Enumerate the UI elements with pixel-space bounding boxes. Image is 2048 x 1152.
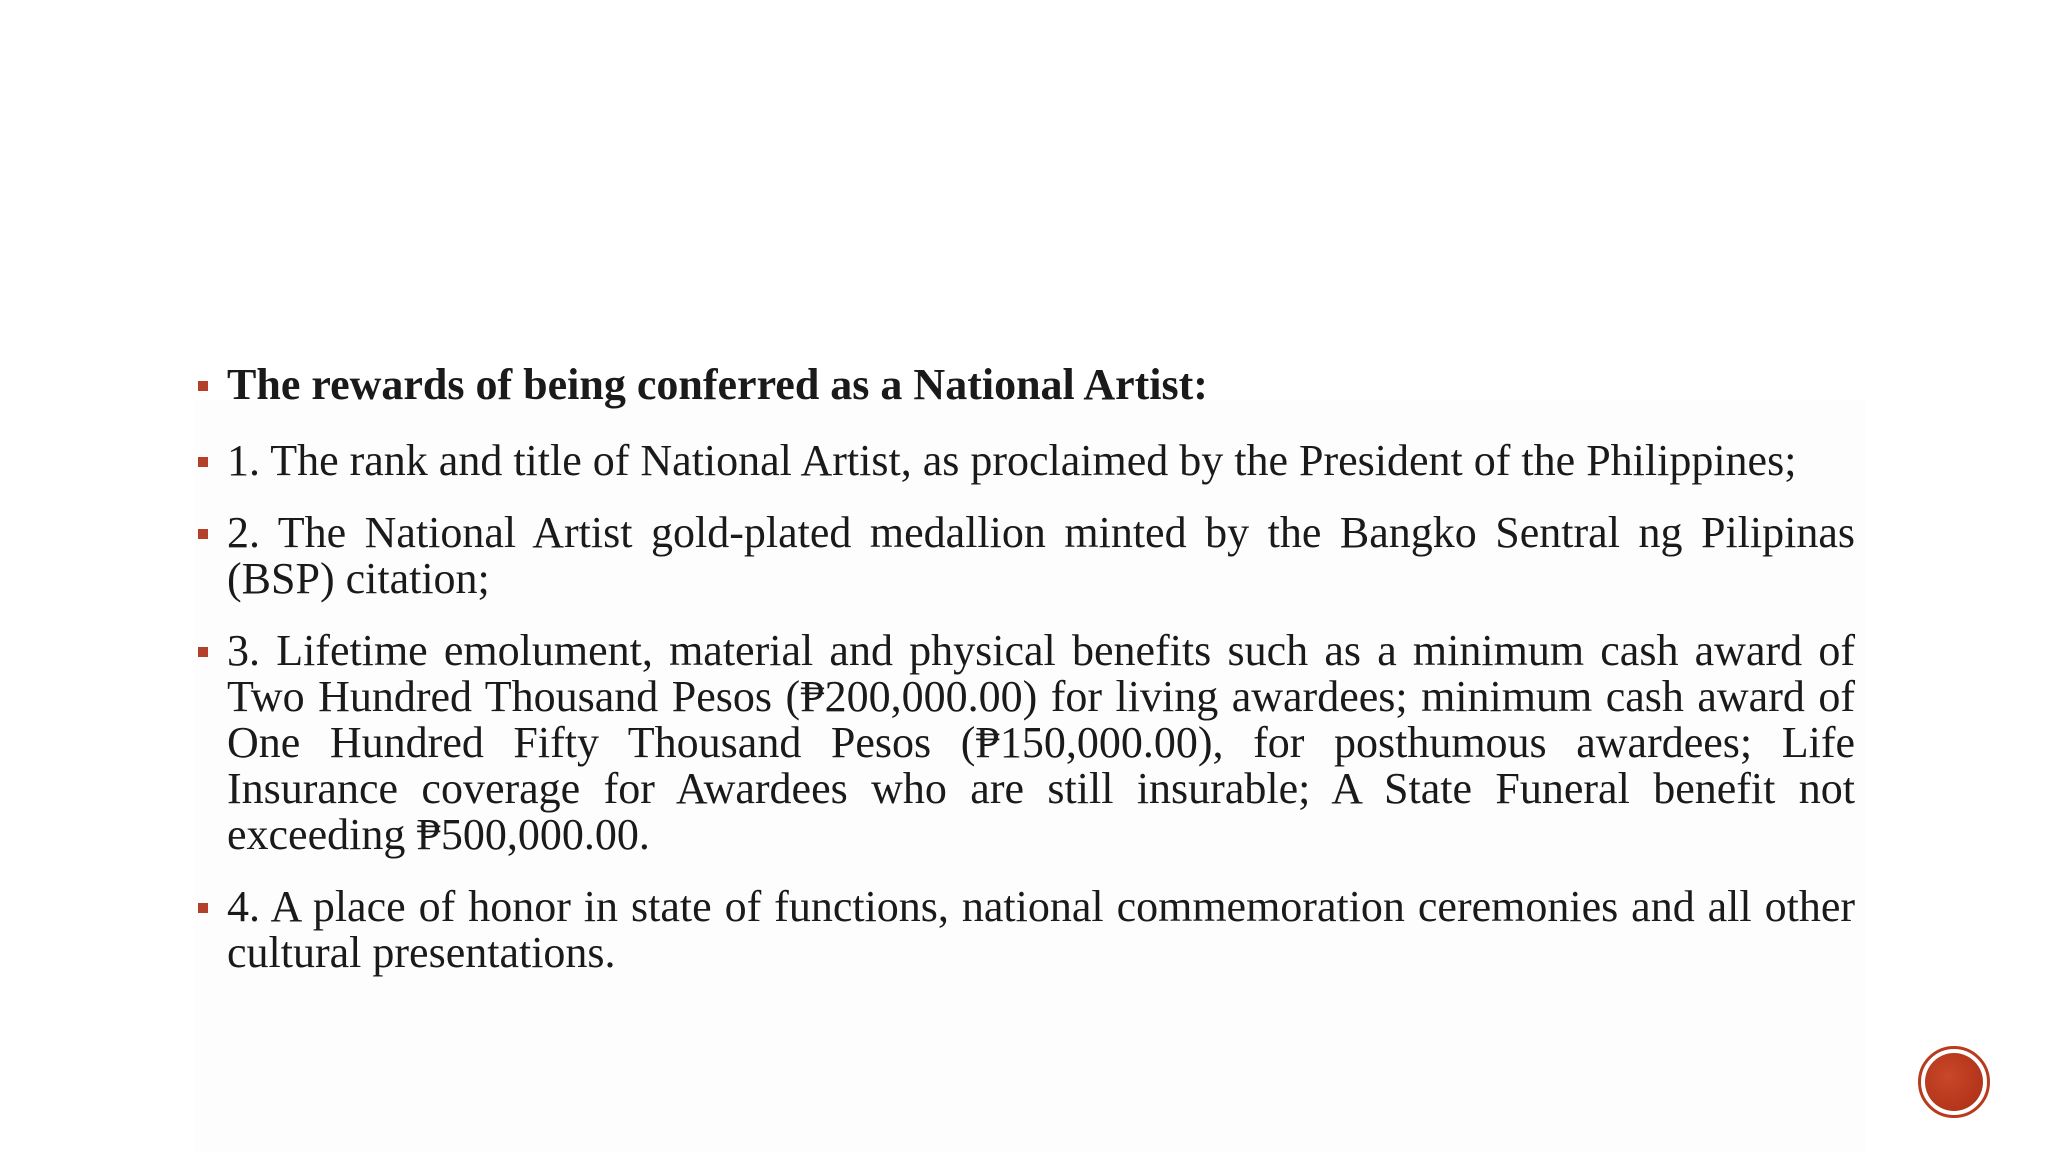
bullet-item-1 xyxy=(195,438,1855,484)
bullet-text: 3. Lifetime emolument, material and physical benefits such as a minimum cash award of Two Hundred Thousand Pesos (₱200,000.00) for living awardees; minimum cash award of One Hundred Fifty Thousand Pesos (₱150,000.00), for posthumous awardees; Life Insurance coverage for Awardees who are still insurable; A State Funeral benefit not exceeding ₱500,000.00. xyxy=(227,626,1855,859)
slide-nav-button[interactable] xyxy=(1918,1046,1990,1118)
bullet-text: 1. The rank and title of National Artist, as proclaimed by the President of the Philippines; xyxy=(227,436,1797,485)
square-bullet-icon xyxy=(198,903,208,913)
square-bullet-icon xyxy=(198,647,208,657)
square-bullet-icon xyxy=(198,457,208,467)
square-bullet-icon xyxy=(198,381,208,391)
bullet-item-2 xyxy=(195,510,1855,602)
bullet-text: 2. The National Artist gold-plated medallion minted by the Bangko Sentral ng Pilipinas (BSP) citation; xyxy=(227,508,1855,603)
bullet-item-4 xyxy=(195,884,1855,976)
bullet-item-3 xyxy=(195,628,1855,858)
bullet-heading xyxy=(195,362,1855,408)
circle-nav-icon xyxy=(1925,1053,1983,1111)
bullet-text: 4. A place of honor in state of functions, national commemoration ceremonies and all other cultural presentations. xyxy=(227,882,1855,977)
bullet-list xyxy=(195,362,1855,1002)
bullet-text: The rewards of being conferred as a National Artist: xyxy=(227,360,1208,409)
square-bullet-icon xyxy=(198,529,208,539)
